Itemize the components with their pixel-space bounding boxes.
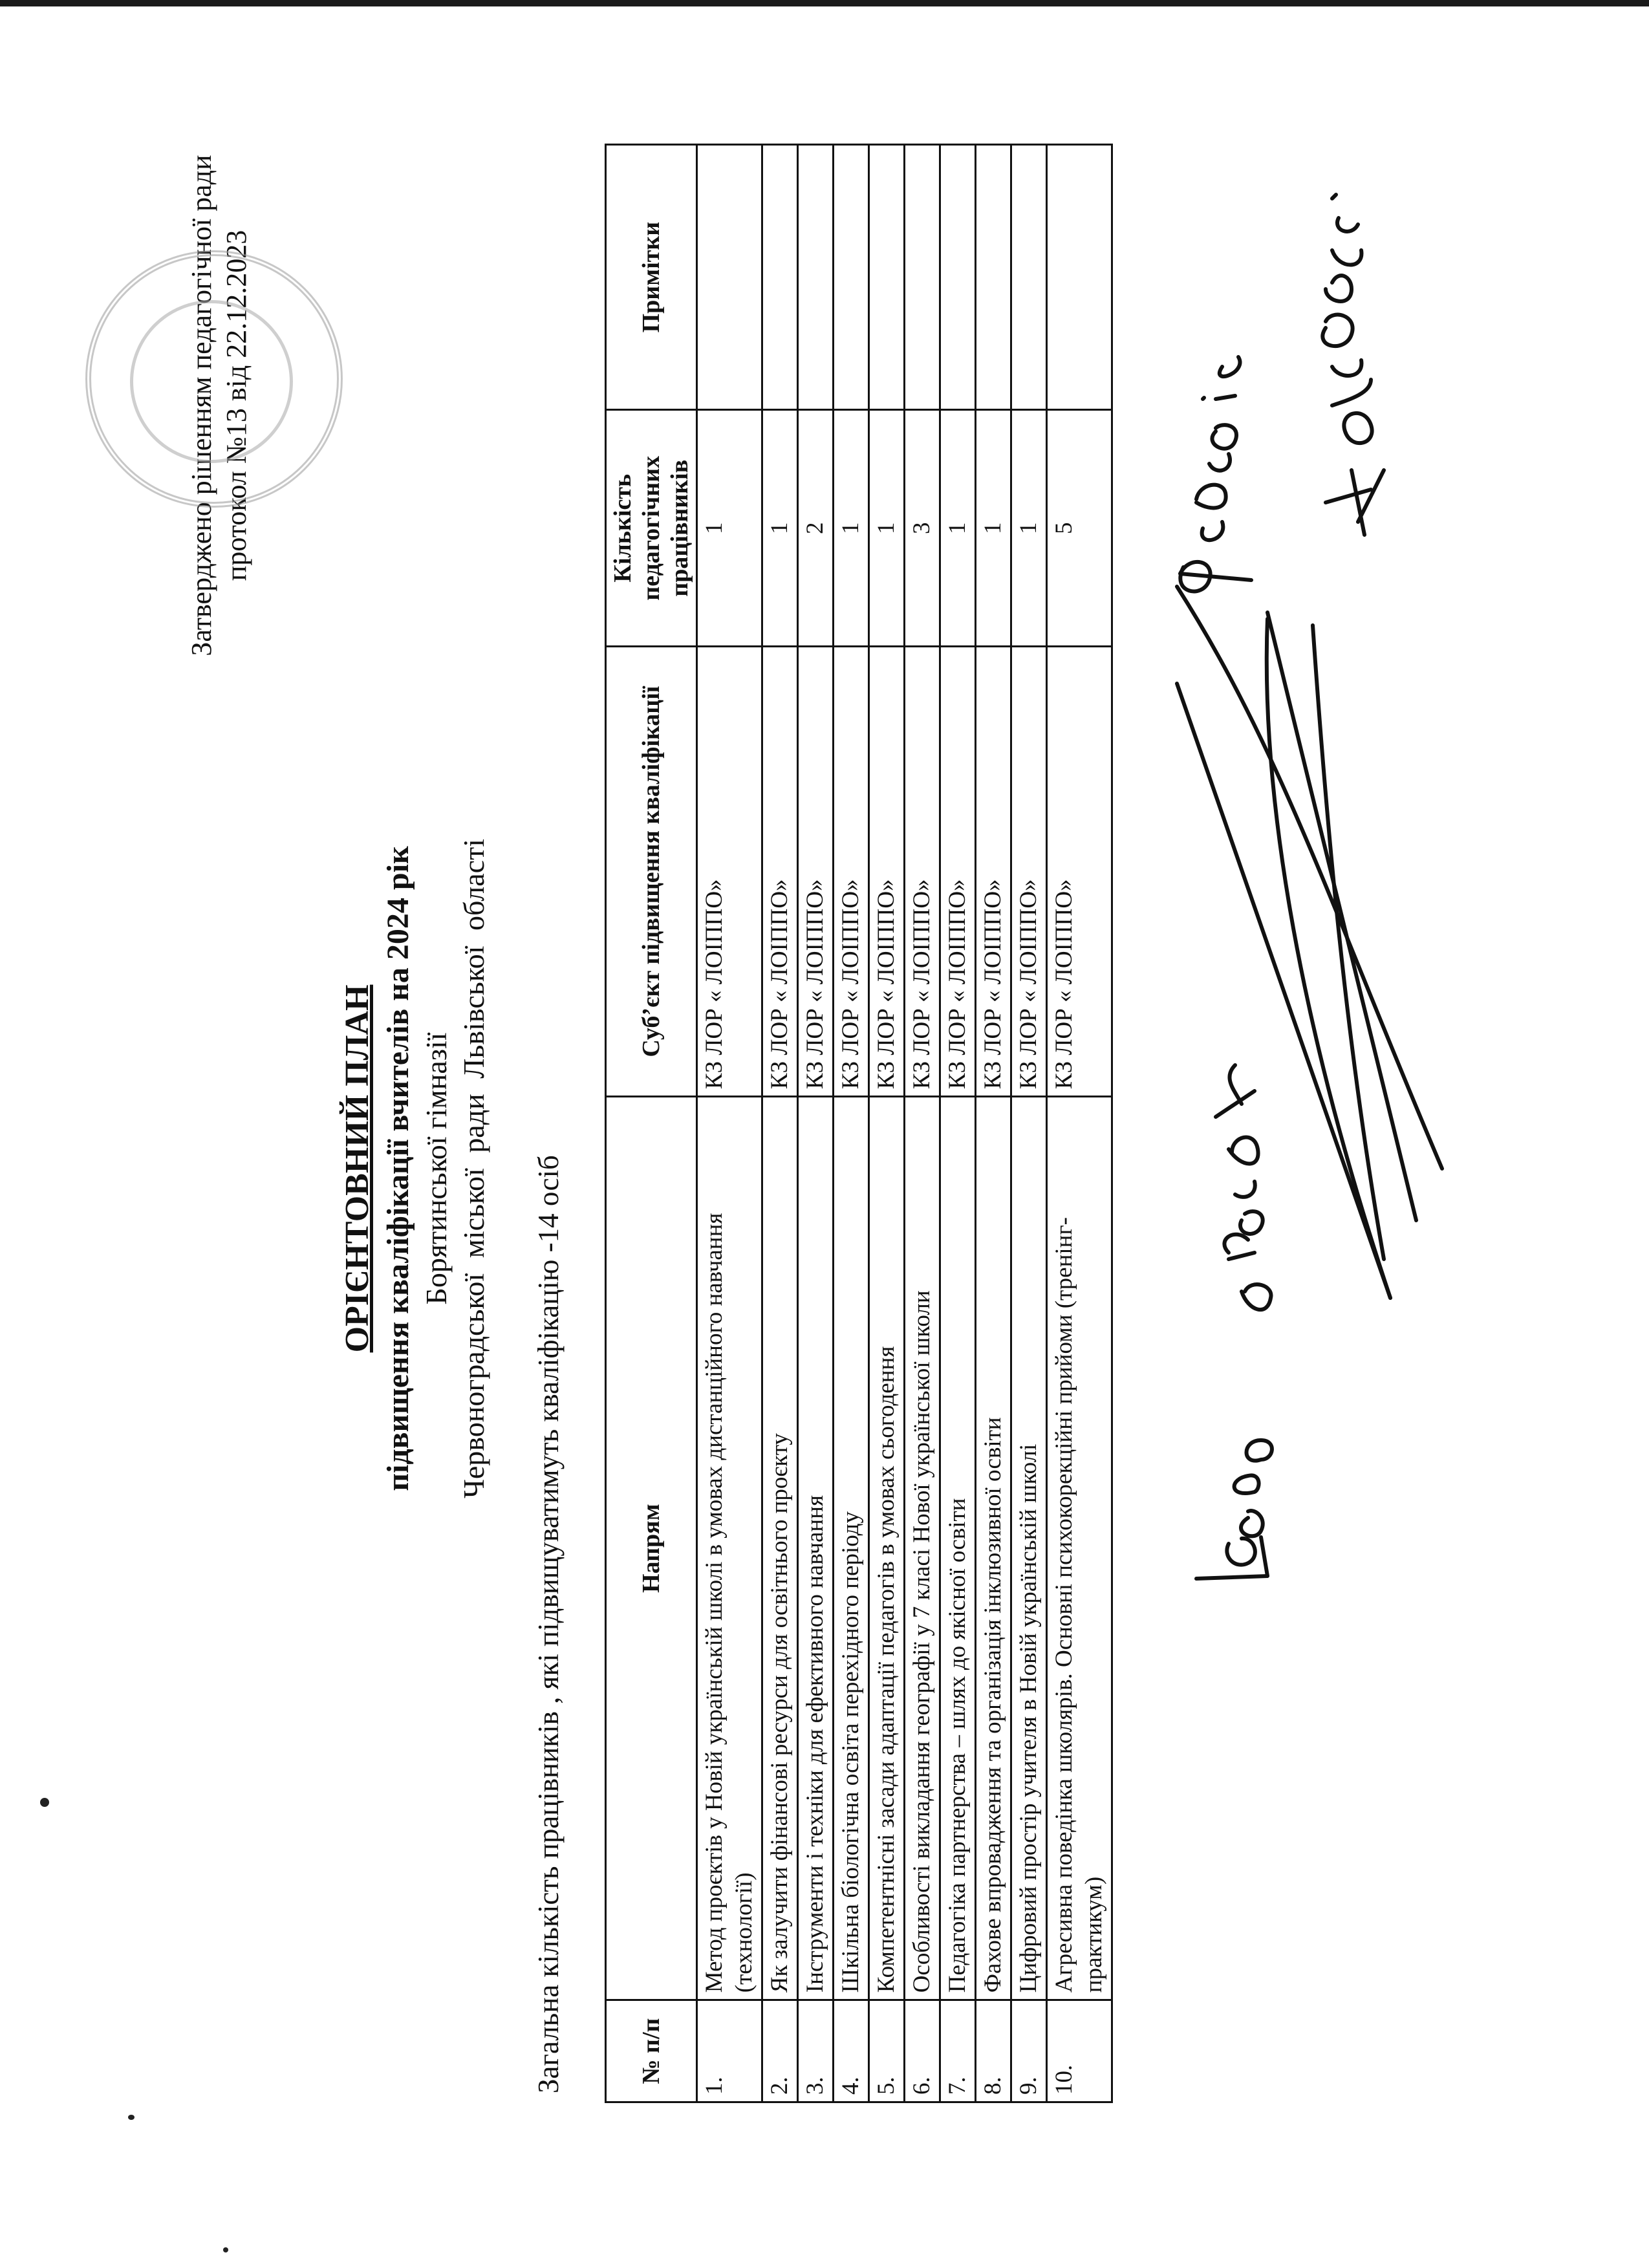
row-direction: Фахове впровадження та організація інклюзивної освіти	[976, 1097, 1011, 2000]
row-num: 9.	[1011, 2000, 1047, 2102]
row-num: 2.	[762, 2000, 798, 2102]
row-count: 1	[1011, 410, 1047, 647]
row-num: 3.	[798, 2000, 834, 2102]
row-subject: КЗ ЛОР « ЛОІППО»	[1011, 647, 1047, 1097]
row-direction: Агресивна поведінка школярів. Основні психокорекційні прийоми (тренінг-практикум)	[1047, 1097, 1112, 2000]
council-name: Червоноградської міської ради Львівської області	[457, 839, 490, 1498]
row-direction: Компетентнісні засади адаптації педагогів в умовах сьогодення	[869, 1097, 905, 2000]
row-count: 2	[798, 410, 834, 647]
row-num: 7.	[940, 2000, 976, 2102]
row-count: 5	[1047, 410, 1112, 647]
row-direction: Особливості викладання географії у 7 класі Нової української школи	[905, 1097, 940, 2000]
row-subject: КЗ ЛОР « ЛОІППО»	[976, 647, 1011, 1097]
row-count: 1	[869, 410, 905, 647]
row-count: 1	[940, 410, 976, 647]
row-count: 1	[697, 410, 762, 647]
row-subject: КЗ ЛОР « ЛОІППО»	[905, 647, 940, 1097]
summary-line: Загальна кількість працівників , які підвищуватимуть кваліфікацію -14 осіб	[532, 1155, 565, 2093]
row-subject: КЗ ЛОР « ЛОІППО»	[798, 647, 834, 1097]
row-direction: Педагогіка партнерства – шлях до якісної освіти	[940, 1097, 976, 2000]
approval-line-1: Затверджено рішенням педагогічної ради	[186, 155, 217, 656]
row-count: 1	[762, 410, 798, 647]
row-num: 10.	[1047, 2000, 1112, 2102]
row-num: 4.	[834, 2000, 869, 2102]
header-notes: Примітки	[606, 145, 697, 410]
row-count: 3	[905, 410, 940, 647]
row-count: 1	[976, 410, 1011, 647]
row-num: 5.	[869, 2000, 905, 2102]
row-count: 1	[834, 410, 869, 647]
header-subject: Суб’єкт підвищення кваліфікації	[606, 647, 697, 1097]
row-subject: КЗ ЛОР « ЛОІППО»	[697, 647, 762, 1097]
row-num: 1.	[697, 2000, 762, 2102]
row-num: 8.	[976, 2000, 1011, 2102]
row-subject: КЗ ЛОР « ЛОІППО»	[1047, 647, 1112, 1097]
approval-line-2: протокол №13 від 22.12.2023	[221, 230, 252, 581]
row-subject: КЗ ЛОР « ЛОІППО»	[762, 647, 798, 1097]
document-title: ОРІЄНТОВНИЙ ПЛАН	[339, 984, 376, 1353]
row-direction: Метод проєктів у Новій українській школі в умовах дистанційного навчання (технології)	[697, 1097, 762, 2000]
row-subject: КЗ ЛОР « ЛОІППО»	[834, 647, 869, 1097]
header-count: Кількість педагогічних працівників	[606, 410, 697, 647]
row-direction: Як залучити фінансові ресурси для освітнього проєкту	[762, 1097, 798, 2000]
row-direction: Інструменти і техніки для ефективного навчання	[798, 1097, 834, 2000]
header-direction: Напрям	[606, 1097, 697, 2000]
row-direction: Шкільна біологічна освіта перехідного періоду	[834, 1097, 869, 2000]
row-subject: КЗ ЛОР « ЛОІППО»	[869, 647, 905, 1097]
school-name: Борятинської гімназії	[420, 1032, 453, 1305]
document-subtitle: підвищення кваліфікації вчителів на 2024 рік	[381, 846, 415, 1491]
row-subject: КЗ ЛОР « ЛОІППО»	[940, 647, 976, 1097]
header-num: № п/п	[606, 2000, 697, 2102]
row-num: 6.	[905, 2000, 940, 2102]
row-direction: Цифровий простір учителя в Новій українській школі	[1011, 1097, 1047, 2000]
